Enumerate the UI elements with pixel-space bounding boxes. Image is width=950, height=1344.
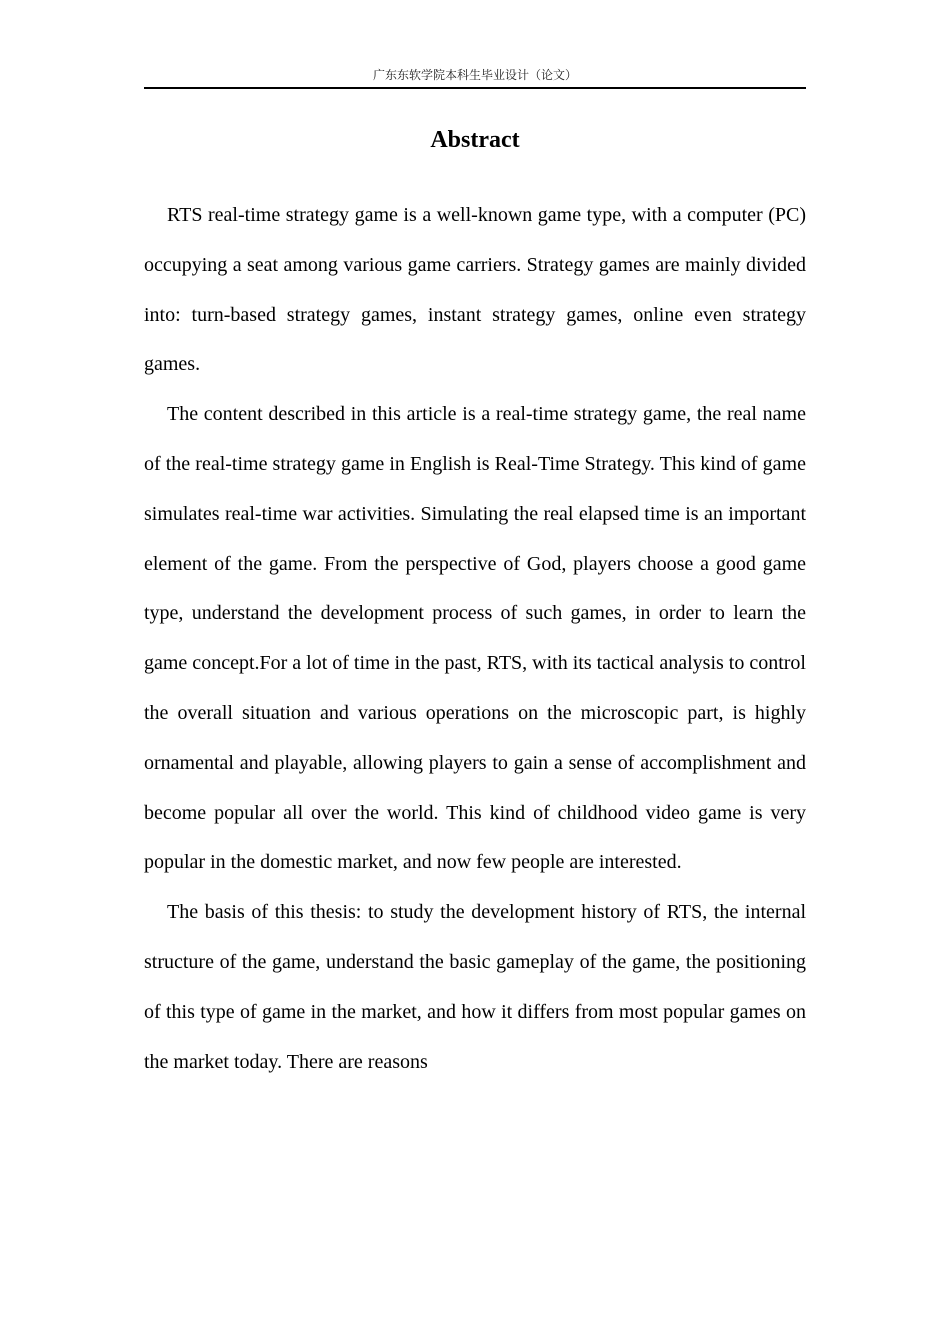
page-header [144,66,806,89]
abstract-paragraph-2: The content described in this article is a real-time strategy game, the real name of the real-time strategy game in English is Real-Time Strategy. This kind of game simulates real-time war activities. Simulating the real elapsed time is an important element of the game. From the perspective of God, players choose a good game type, understand the development process of such games, in order to learn the game concept.For a lot of time in the past, RTS, with its tactical analysis to control the overall situation and various operations on the microscopic part, is highly ornamental and playable, allowing players to gain a sense of accomplishment and become popular all over the world. This kind of childhood video game is very popular in the domestic market, and now few people are interested. [144,403,806,874]
abstract-body [144,191,806,1087]
abstract-paragraph-3: The basis of this thesis: to study the development history of RTS, the internal structure of the game, understand the basic gameplay of the game, the positioning of this type of game in the market, and how it differs from most popular games on the market today. There are reasons [144,901,806,1073]
abstract-paragraph-1: RTS real-time strategy game is a well-known game type, with a computer (PC) occupying a seat among various game carriers. Strategy games are mainly divided into: turn-based strategy games, instant strategy games, online even strategy games. [144,204,806,376]
abstract-title: Abstract [430,127,520,153]
header-institution-text: 广东东软学院本科生毕业设计（论文） [372,68,577,82]
